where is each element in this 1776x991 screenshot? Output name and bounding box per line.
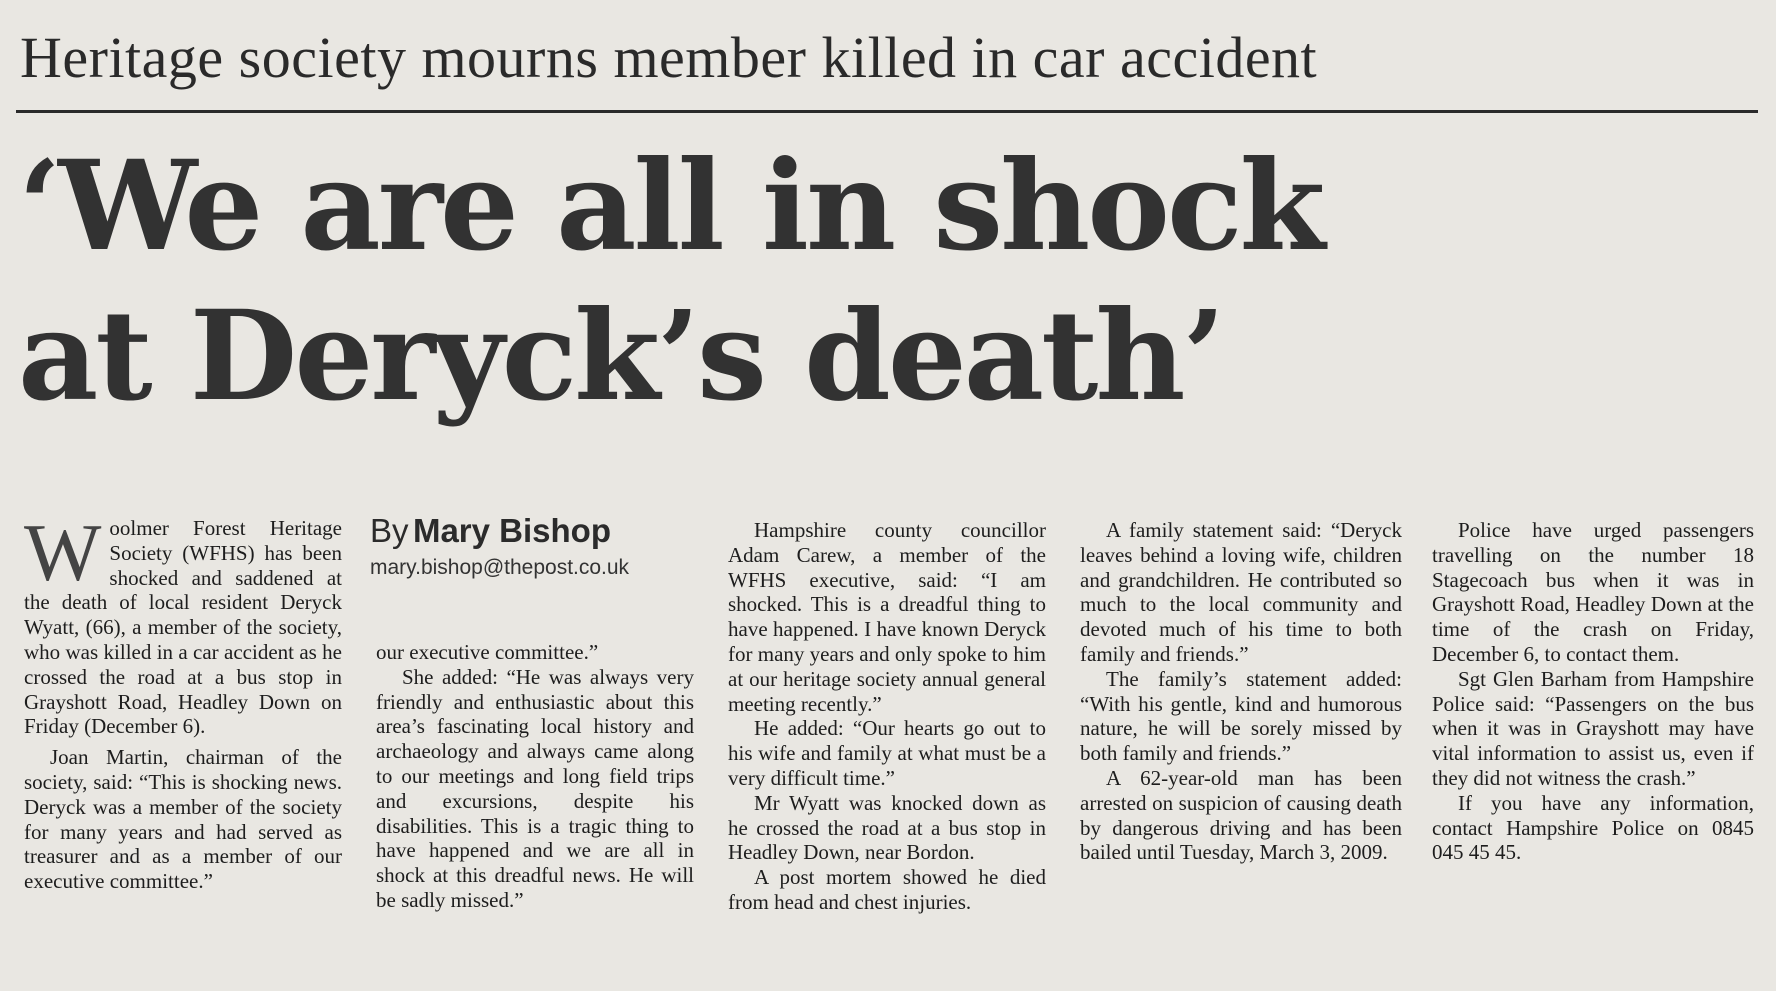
headline-rule [16, 110, 1758, 113]
article-column-4 [1080, 518, 1402, 865]
headline-line-1: ‘We are all in shock [18, 134, 1323, 279]
byline [370, 512, 690, 580]
article-paragraph: A 62-year-old man has been arrested on suspicion of causing death by dangerous driving and has been bailed until Tuesday, March 3, 2009. [1080, 765, 1402, 865]
article-column-5 [1432, 518, 1754, 865]
article-column-3 [728, 518, 1046, 915]
headline-line-2: at Deryck’s death’ [18, 284, 1223, 429]
article-paragraph: Joan Martin, chairman of the society, said: “This is shocking news. Deryck was a member of the society for many years and had served as treasurer and as a member of our executive committee.” [24, 745, 342, 894]
article-paragraph-continued: our executive committee.” [376, 640, 599, 664]
main-headline [18, 132, 1768, 432]
article-paragraph: A family statement said: “Deryck leaves behind a loving wife, children and grandchildren. He contributed so much to the local community and devoted much of his time to both family and friends.” [1080, 518, 1402, 666]
article-paragraph: He added: “Our hearts go out to his wife and family at what must be a very difficult time.” [728, 716, 1046, 790]
article-column-2 [376, 640, 694, 913]
byline-by: By [370, 512, 409, 549]
article-paragraph: A post mortem showed he died from head and chest injuries. [728, 865, 1046, 914]
author-name: Mary Bishop [412, 512, 612, 549]
article-paragraph: Sgt Glen Barham from Hampshire Police said: “Passengers on the bus when it was in Grayshott may have vital information to assist us, even if they did not witness the crash.” [1432, 666, 1754, 790]
article-column-1 [24, 507, 342, 894]
kicker-headline: Heritage society mourns member killed in car accident [20, 25, 1318, 90]
article-paragraph: Police have urged passengers travelling on the number 18 Stagecoach bus when it was in Grayshott Road, Headley Down at the time of the crash on Friday, December 6, to contact them. [1432, 518, 1754, 666]
article-paragraph: Hampshire county councillor Adam Carew, a member of the WFHS executive, said: “I am shocked. This is a dreadful thing to have happened. I have known Deryck for many years and only spoke to him at our heritage society annual general meeting recently.” [728, 518, 1046, 716]
drop-cap: W [24, 507, 102, 598]
article-lead-text: oolmer Forest Heritage Society (WFHS) has been shocked and saddened at the death of local resident Deryck Wyatt, (66), a member of the society, who was killed in a car accident as he crossed the road at a bus stop in Grayshott Road, Headley Down on Friday (December 6). [24, 516, 342, 739]
article-paragraph [24, 507, 342, 739]
article-paragraph: Mr Wyatt was knocked down as he crossed the road at a bus stop in Headley Down, near Bordon. [728, 790, 1046, 865]
author-email[interactable]: mary.bishop@thepost.co.uk [370, 556, 630, 579]
article-paragraph: If you have any information, contact Hampshire Police on 0845 045 45 45. [1432, 790, 1754, 865]
article-paragraph: The family’s statement added: “With his gentle, kind and humorous nature, he will be sorely missed by both family and friends.” [1080, 666, 1402, 766]
article-paragraph: She added: “He was always very friendly and enthusiastic about this area’s fascinating local history and archaeology and always came along to our meetings and long field trips and excursions, despite his disabilities. This is a tragic thing to have happened and we are all in shock at this dreadful news. He will be sadly missed.” [376, 664, 694, 912]
